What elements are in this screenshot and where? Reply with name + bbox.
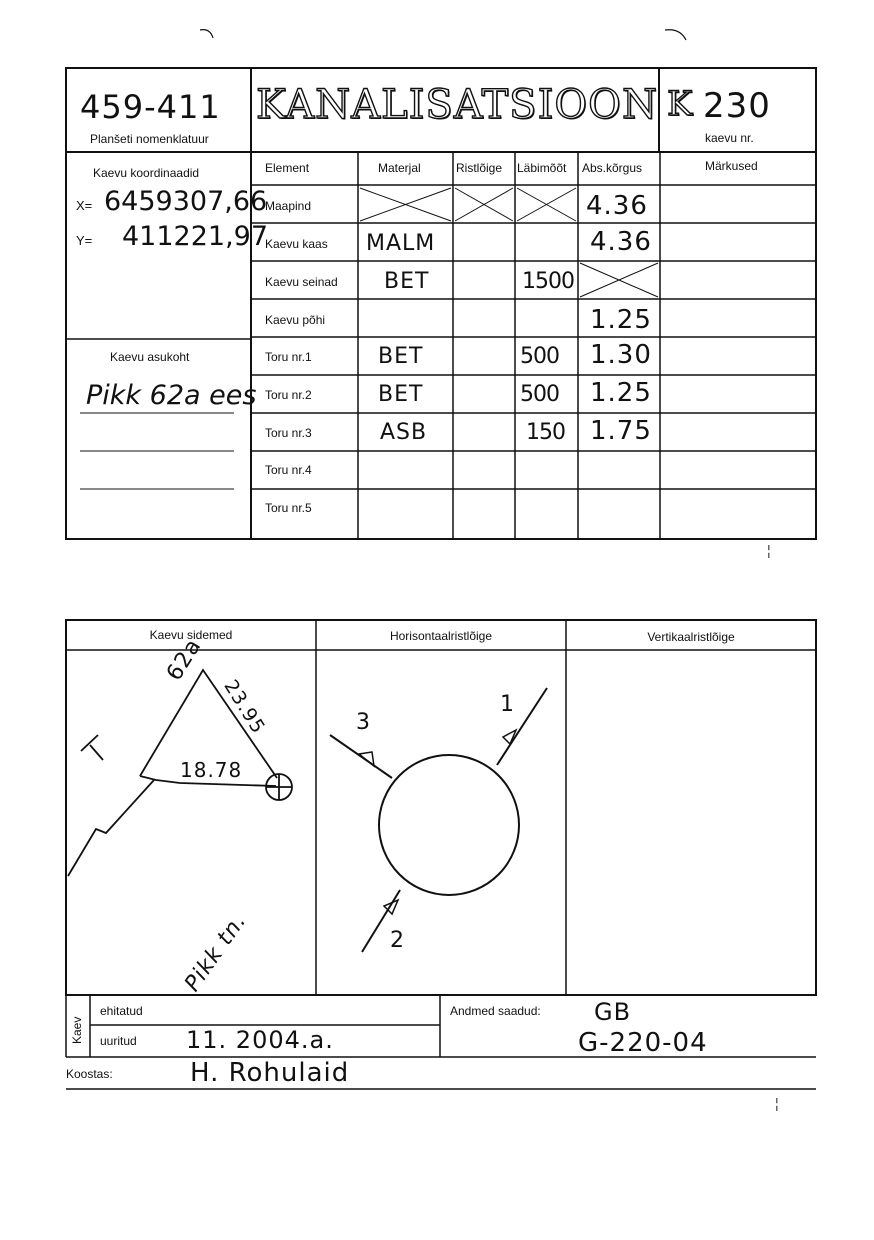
y-prefix: Y= <box>76 233 93 248</box>
location-value: Pikk 62a ees <box>86 380 257 411</box>
table-cell-diameter: 500 <box>520 382 559 407</box>
table-cell-height: 1.25 <box>590 305 652 335</box>
pipe-number-1: 1 <box>500 692 515 717</box>
table-cell-height: 4.36 <box>590 227 652 257</box>
table-cell-material: BET <box>384 269 430 294</box>
sketch-label-distance-c: 18.78 <box>180 758 243 782</box>
table-cell-height: 1.75 <box>590 416 652 446</box>
table-cell-diameter: 150 <box>526 420 565 445</box>
table-cell-material: BET <box>378 344 424 369</box>
vertical-section-title: Vertikaalristlõige <box>647 630 735 644</box>
table-cell-material: MALM <box>366 231 436 256</box>
table-cell-material: ASB <box>380 420 428 445</box>
table-cell-diameter: 500 <box>520 344 559 369</box>
table-row-element: Kaevu põhi <box>265 313 326 327</box>
sheet-number-label: Planšeti nomenklatuur <box>90 132 209 146</box>
table-row-element: Toru nr.4 <box>265 463 312 477</box>
table-cell-height: 1.30 <box>590 340 652 370</box>
sketch-label-building: 62a <box>162 634 207 686</box>
surveyed-label: uuritud <box>100 1034 137 1048</box>
coordinates-label: Kaevu koordinaadid <box>93 166 200 180</box>
table-row-element: Toru nr.1 <box>265 350 312 364</box>
table-row-element: Toru nr.5 <box>265 501 312 515</box>
x-prefix: X= <box>76 198 93 213</box>
scan-mark: ¦ <box>767 542 771 558</box>
table-row-element: Kaevu kaas <box>265 237 328 251</box>
page-title: KANALISATSIOON <box>256 82 658 128</box>
table-row-element: Kaevu seinad <box>265 275 338 289</box>
col-header-material: Materjal <box>378 161 421 175</box>
ties-section-title: Kaevu sidemed <box>149 628 233 642</box>
sketch-street-label: Pikk tn. <box>180 908 252 997</box>
table-row-element: Toru nr.3 <box>265 426 312 440</box>
col-header-section: Ristlõige <box>456 161 503 175</box>
horizontal-section-title: Horisontaalristlõige <box>389 629 493 643</box>
table-row-element: Toru nr.2 <box>265 388 312 402</box>
sheet-number: 459-411 <box>80 88 221 126</box>
col-header-element: Element <box>265 161 310 175</box>
sketch-label-distance-b: 23.95 <box>219 676 270 739</box>
data-source-value-2: G-220-04 <box>578 1028 708 1058</box>
author-label: Koostas: <box>66 1067 113 1081</box>
pipe-number-3: 3 <box>356 710 371 735</box>
surveyed-value: 11. 2004.a. <box>186 1026 334 1054</box>
well-side-label: Kaev <box>70 1016 84 1044</box>
table-cell-diameter: 1500 <box>522 269 574 294</box>
table-cell-height: 1.25 <box>590 378 652 408</box>
col-header-height: Abs.kõrgus <box>582 161 643 175</box>
pipe-number-2: 2 <box>390 928 405 953</box>
table-cell-height: 4.36 <box>586 191 648 221</box>
y-coordinate: 411221,97 <box>122 221 269 252</box>
well-number: 230 <box>703 86 771 126</box>
col-header-diameter: Läbimõõt <box>517 161 567 175</box>
x-coordinate: 6459307,66 <box>104 186 268 217</box>
table-cell-material: BET <box>378 382 424 407</box>
data-source-value-1: GB <box>594 998 632 1026</box>
well-prefix: K <box>667 84 694 124</box>
col-header-notes: Märkused <box>705 159 758 173</box>
built-label: ehitatud <box>100 1004 143 1018</box>
data-source-label: Andmed saadud: <box>450 1004 541 1018</box>
table-row-element: Maapind <box>265 199 312 213</box>
location-label: Kaevu asukoht <box>110 350 190 364</box>
scan-mark: ¦ <box>775 1095 779 1111</box>
author-value: H. Rohulaid <box>190 1058 350 1088</box>
well-number-label: kaevu nr. <box>705 131 754 145</box>
